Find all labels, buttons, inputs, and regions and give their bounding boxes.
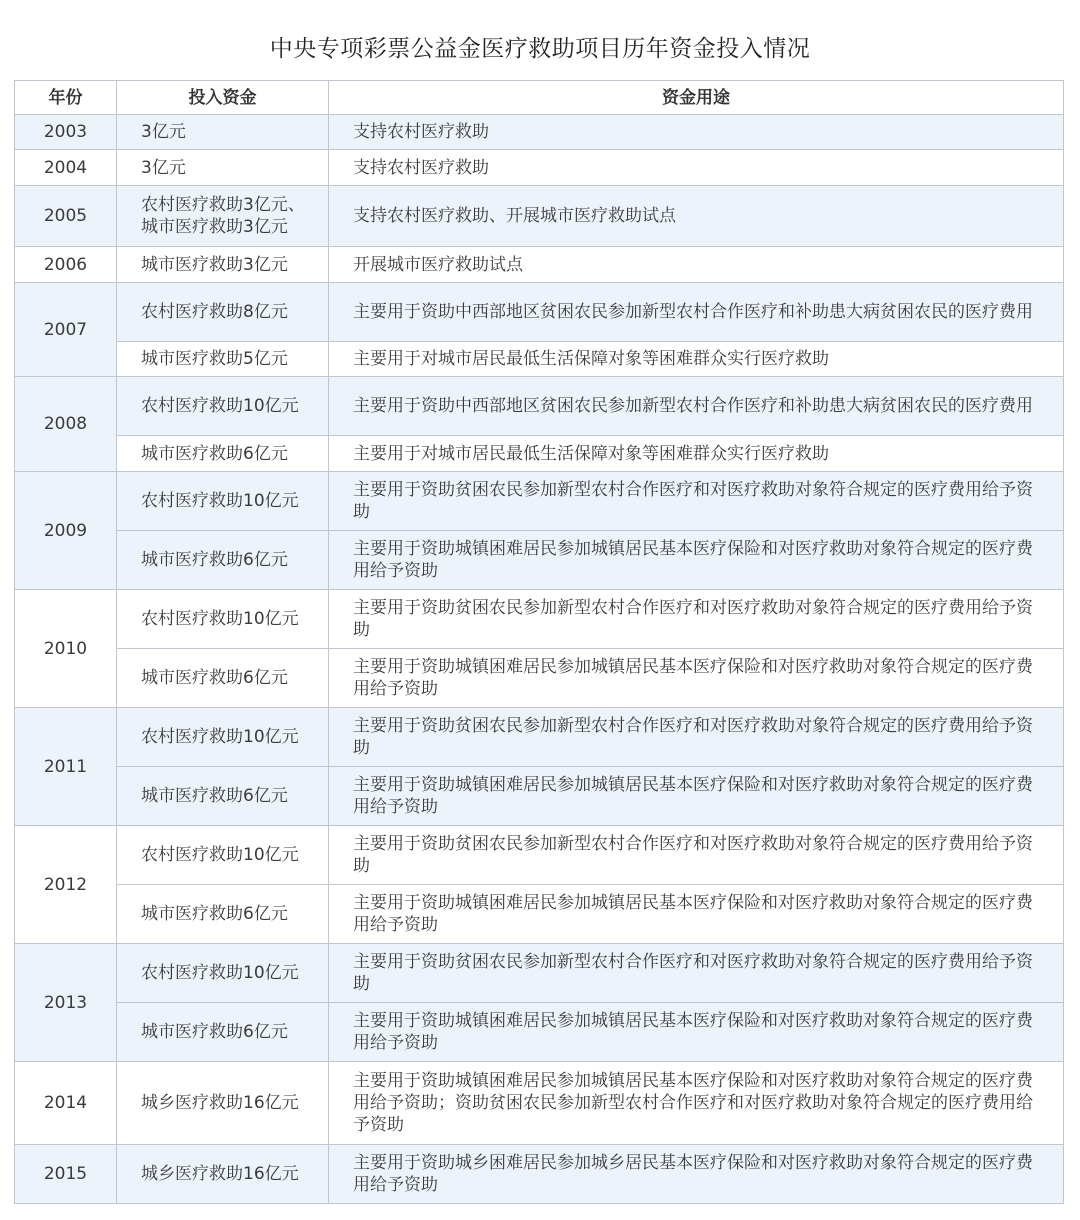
table-row — [15, 531, 1064, 590]
year-cell: 2007 — [15, 283, 117, 377]
table-row — [15, 247, 1064, 283]
table-row — [15, 767, 1064, 826]
use-cell: 支持农村医疗救助 — [329, 150, 1064, 186]
amount-cell: 农村医疗救助8亿元 — [117, 283, 329, 342]
use-cell: 主要用于资助城镇困难居民参加城镇居民基本医疗保险和对医疗救助对象符合规定的医疗费用给予资助 — [329, 1003, 1064, 1062]
amount-cell: 3亿元 — [117, 150, 329, 186]
table-row — [15, 377, 1064, 436]
use-cell: 主要用于资助城镇困难居民参加城镇居民基本医疗保险和对医疗救助对象符合规定的医疗费用给予资助 — [329, 885, 1064, 944]
page-title: 中央专项彩票公益金医疗救助项目历年资金投入情况 — [269, 36, 811, 62]
use-cell: 主要用于资助城镇困难居民参加城镇居民基本医疗保险和对医疗救助对象符合规定的医疗费用给予资助 — [329, 649, 1064, 708]
table-row — [15, 472, 1064, 531]
use-cell: 主要用于资助中西部地区贫困农民参加新型农村合作医疗和补助患大病贫困农民的医疗费用 — [329, 377, 1064, 436]
table-row — [15, 283, 1064, 342]
table-row — [15, 826, 1064, 885]
amount-cell: 农村医疗救助10亿元 — [117, 377, 329, 436]
header-use: 资金用途 — [329, 81, 1064, 115]
use-cell: 主要用于资助贫困农民参加新型农村合作医疗和对医疗救助对象符合规定的医疗费用给予资助 — [329, 590, 1064, 649]
table-row — [15, 1003, 1064, 1062]
amount-cell: 3亿元 — [117, 115, 329, 150]
year-cell: 2006 — [15, 247, 117, 283]
year-cell: 2014 — [15, 1062, 117, 1145]
year-cell: 2003 — [15, 115, 117, 150]
use-cell: 主要用于资助贫困农民参加新型农村合作医疗和对医疗救助对象符合规定的医疗费用给予资助 — [329, 708, 1064, 767]
amount-cell: 城市医疗救助5亿元 — [117, 342, 329, 377]
use-cell: 开展城市医疗救助试点 — [329, 247, 1064, 283]
use-cell: 主要用于资助城镇困难居民参加城镇居民基本医疗保险和对医疗救助对象符合规定的医疗费用给予资助 — [329, 767, 1064, 826]
amount-cell: 农村医疗救助10亿元 — [117, 590, 329, 649]
table-header-row — [15, 81, 1064, 115]
amount-cell: 城市医疗救助6亿元 — [117, 436, 329, 472]
use-cell: 主要用于资助贫困农民参加新型农村合作医疗和对医疗救助对象符合规定的医疗费用给予资助 — [329, 826, 1064, 885]
table-row — [15, 649, 1064, 708]
amount-cell: 城市医疗救助3亿元 — [117, 247, 329, 283]
use-cell: 支持农村医疗救助 — [329, 115, 1064, 150]
amount-cell: 城乡医疗救助16亿元 — [117, 1062, 329, 1145]
year-cell: 2011 — [15, 708, 117, 826]
amount-cell: 农村医疗救助3亿元、城市医疗救助3亿元 — [117, 186, 329, 247]
funding-table — [14, 80, 1064, 1204]
table-row — [15, 1062, 1064, 1145]
table-row — [15, 150, 1064, 186]
year-cell: 2004 — [15, 150, 117, 186]
amount-cell: 农村医疗救助10亿元 — [117, 708, 329, 767]
year-cell: 2009 — [15, 472, 117, 590]
table-row — [15, 115, 1064, 150]
year-cell: 2005 — [15, 186, 117, 247]
use-cell: 主要用于资助城镇困难居民参加城镇居民基本医疗保险和对医疗救助对象符合规定的医疗费用给予资助；资助贫困农民参加新型农村合作医疗和对医疗救助对象符合规定的医疗费用给予资助 — [329, 1062, 1064, 1145]
use-cell: 主要用于对城市居民最低生活保障对象等困难群众实行医疗救助 — [329, 342, 1064, 377]
use-cell: 主要用于资助中西部地区贫困农民参加新型农村合作医疗和补助患大病贫困农民的医疗费用 — [329, 283, 1064, 342]
use-cell: 主要用于对城市居民最低生活保障对象等困难群众实行医疗救助 — [329, 436, 1064, 472]
table-row — [15, 708, 1064, 767]
year-cell: 2015 — [15, 1145, 117, 1204]
year-cell: 2012 — [15, 826, 117, 944]
amount-cell: 城市医疗救助6亿元 — [117, 767, 329, 826]
table-row — [15, 186, 1064, 247]
year-cell: 2010 — [15, 590, 117, 708]
use-cell: 主要用于资助贫困农民参加新型农村合作医疗和对医疗救助对象符合规定的医疗费用给予资助 — [329, 472, 1064, 531]
amount-cell: 城市医疗救助6亿元 — [117, 531, 329, 590]
amount-cell: 城乡医疗救助16亿元 — [117, 1145, 329, 1204]
use-cell: 支持农村医疗救助、开展城市医疗救助试点 — [329, 186, 1064, 247]
year-cell: 2008 — [15, 377, 117, 472]
table-row — [15, 590, 1064, 649]
header-year: 年份 — [15, 81, 117, 115]
table-row — [15, 885, 1064, 944]
amount-cell: 农村医疗救助10亿元 — [117, 944, 329, 1003]
amount-cell: 农村医疗救助10亿元 — [117, 472, 329, 531]
table-row — [15, 342, 1064, 377]
amount-cell: 城市医疗救助6亿元 — [117, 1003, 329, 1062]
year-cell: 2013 — [15, 944, 117, 1062]
use-cell: 主要用于资助城镇困难居民参加城镇居民基本医疗保险和对医疗救助对象符合规定的医疗费用给予资助 — [329, 531, 1064, 590]
use-cell: 主要用于资助贫困农民参加新型农村合作医疗和对医疗救助对象符合规定的医疗费用给予资助 — [329, 944, 1064, 1003]
table-row — [15, 944, 1064, 1003]
table-row — [15, 1145, 1064, 1204]
amount-cell: 城市医疗救助6亿元 — [117, 885, 329, 944]
use-cell: 主要用于资助城乡困难居民参加城乡居民基本医疗保险和对医疗救助对象符合规定的医疗费用给予资助 — [329, 1145, 1064, 1204]
table-row — [15, 436, 1064, 472]
amount-cell: 农村医疗救助10亿元 — [117, 826, 329, 885]
header-amount: 投入资金 — [117, 81, 329, 115]
amount-cell: 城市医疗救助6亿元 — [117, 649, 329, 708]
